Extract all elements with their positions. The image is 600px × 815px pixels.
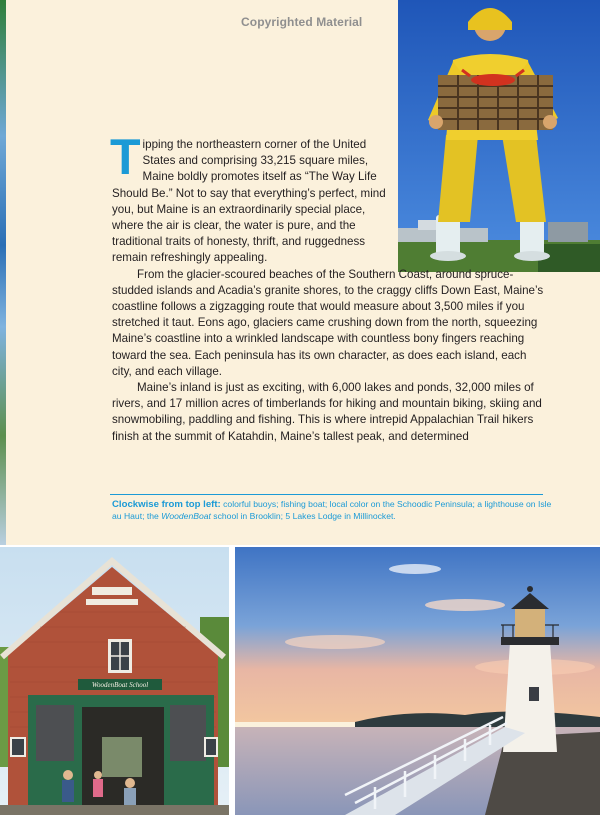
caption-text-1: colorful buoys; fishing boat; local color on the Schoodic Peninsula; a lighthouse on Isle au Haut; the	[112, 499, 552, 521]
caption-lead: Clockwise from top left:	[112, 499, 221, 510]
caption-text-2: school in Brooklin; 5 Lakes Lodge in Millinocket.	[210, 510, 396, 521]
copyright-watermark: Copyrighted Material	[241, 15, 363, 29]
inland-paragraph: Maine’s inland is just as exciting, with 6,000 lakes and ponds, 32,000 miles of rivers, and 17 million acres of timberlands for hiking and mountain biking, skiing and snowmobiling, paddling and fishing. This is where intrepid Appalachian Trail hikers finish at the summit of Katahdin, Maine’s tallest peak, and determined	[112, 381, 542, 443]
photo-caption	[112, 499, 552, 522]
barn-sign: WoodenBoat School	[91, 681, 149, 689]
photo-strip-edge	[0, 0, 6, 545]
article-body	[110, 129, 545, 445]
coastline-paragraph: From the glacier-scoured beaches of the Southern Coast, around spruce-studded islands and Acadia’s granite shores, to the craggy cliffs Down East, Maine’s coastline follows a zigzagging route that would measure about 3,500 miles if you stretched it taut. Eons ago, glaciers came crushing down from the north, squeezing Maine’s coastline into a wrinkled landscape with countless bony fingers reaching toward the sea. Each peninsula has its own character, as does each island, each city, and each village.	[112, 267, 544, 378]
intro-paragraph	[110, 129, 390, 267]
intro-text: ipping the northeastern corner of the United States and comprising 33,215 square miles, Maine boldly promotes itself as “The Way Life Should Be.” Not to say that everything’s perfect, mind you, but Maine is an extraordinarily special place, where the air is clear, the water is pure, and the traditional traits of honesty, thrift, and ruggedness remain refreshingly appealing.	[112, 138, 386, 265]
caption-italic: WoodenBoat	[161, 510, 211, 521]
photo-lighthouse	[235, 547, 600, 815]
caption-rule	[110, 494, 543, 495]
drop-cap: T	[110, 129, 141, 185]
photo-woodenboat-school	[0, 547, 229, 815]
